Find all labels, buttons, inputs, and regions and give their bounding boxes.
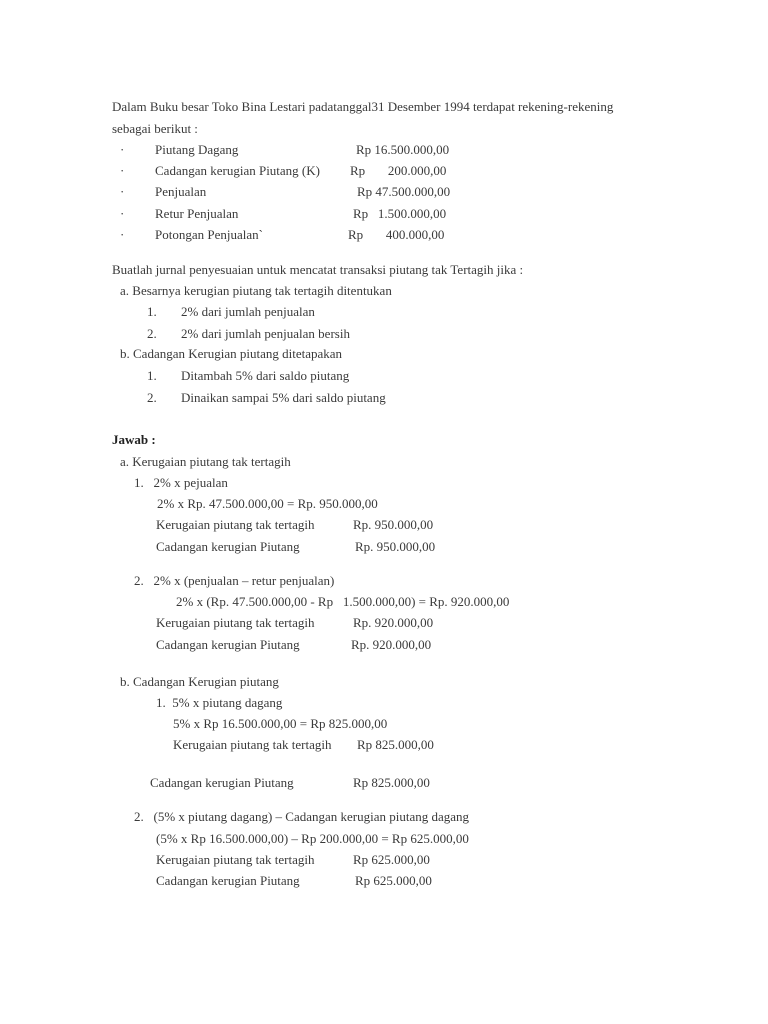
account-amount: Rp 400.000,00	[348, 227, 445, 242]
account-name: Penjualan	[155, 184, 207, 199]
answer-b2-title: 2. (5% x piutang dagang) – Cadangan kerugian piutang dagang	[134, 809, 470, 824]
answer-a-title: a. Kerugaian piutang tak tertagih	[120, 454, 291, 469]
account-name: Cadangan kerugian Piutang (K)	[155, 163, 320, 178]
task-a-title: a. Besarnya kerugian piutang tak tertagih ditentukan	[120, 283, 392, 298]
task-b-item-num: 1.	[147, 368, 157, 383]
answer-a1-credit-label: Cadangan kerugian Piutang	[156, 539, 300, 554]
answer-a1-credit-amount: Rp. 950.000,00	[355, 539, 436, 554]
answer-b2-credit-amount: Rp 625.000,00	[355, 873, 432, 888]
bullet: ·	[120, 184, 125, 199]
answer-b2-credit-label: Cadangan kerugian Piutang	[156, 873, 300, 888]
task-b-item-text: Ditambah 5% dari saldo piutang	[181, 368, 350, 383]
account-amount: Rp 47.500.000,00	[357, 184, 451, 199]
answer-a2-credit-amount: Rp. 920.000,00	[351, 637, 432, 652]
answer-b1-credit-amount: Rp 825.000,00	[353, 775, 430, 790]
answer-heading: Jawab :	[112, 432, 156, 447]
answer-b1-debit-amount: Rp 825.000,00	[357, 737, 434, 752]
task-b-item-num: 2.	[147, 390, 157, 405]
answer-a2-debit-amount: Rp. 920.000,00	[353, 615, 434, 630]
answer-a1-calc: 2% x Rp. 47.500.000,00 = Rp. 950.000,00	[157, 496, 378, 511]
answer-b2-calc: (5% x Rp 16.500.000,00) – Rp 200.000,00 = Rp 625.000,00	[156, 831, 469, 846]
answer-b1-debit-label: Kerugaian piutang tak tertagih	[173, 737, 332, 752]
answer-a1-title: 1. 2% x pejualan	[134, 475, 228, 490]
bullet: ·	[120, 227, 125, 242]
answer-b2-debit-label: Kerugaian piutang tak tertagih	[156, 852, 315, 867]
bullet: ·	[120, 163, 125, 178]
bullet: ·	[120, 206, 125, 221]
account-name: Retur Penjualan	[155, 206, 239, 221]
task-instruction: Buatlah jurnal penyesuaian untuk mencatat transaksi piutang tak Tertagih jika :	[112, 262, 524, 277]
answer-b1-calc: 5% x Rp 16.500.000,00 = Rp 825.000,00	[173, 716, 388, 731]
answer-a2-debit-label: Kerugaian piutang tak tertagih	[156, 615, 315, 630]
answer-b1-title: 1. 5% x piutang dagang	[156, 695, 283, 710]
task-b-item-text: Dinaikan sampai 5% dari saldo piutang	[181, 390, 386, 405]
answer-b1-credit-label: Cadangan kerugian Piutang	[150, 775, 294, 790]
answer-b2-debit-amount: Rp 625.000,00	[353, 852, 430, 867]
answer-a1-debit-amount: Rp. 950.000,00	[353, 517, 434, 532]
account-name: Potongan Penjualan`	[155, 227, 263, 242]
answer-a1-debit-label: Kerugaian piutang tak tertagih	[156, 517, 315, 532]
answer-b-title: b. Cadangan Kerugian piutang	[120, 674, 279, 689]
bullet: ·	[120, 142, 125, 157]
intro-line-1: Dalam Buku besar Toko Bina Lestari padatanggal31 Desember 1994 terdapat rekening-rekening	[112, 99, 614, 114]
account-name: Piutang Dagang	[155, 142, 239, 157]
task-a-item-num: 1.	[147, 304, 157, 319]
answer-a2-calc: 2% x (Rp. 47.500.000,00 - Rp 1.500.000,00) = Rp. 920.000,00	[176, 594, 510, 609]
account-amount: Rp 16.500.000,00	[356, 142, 450, 157]
task-a-item-text: 2% dari jumlah penjualan bersih	[181, 326, 350, 341]
intro-line-2: sebagai berikut :	[112, 121, 198, 136]
account-amount: Rp 200.000,00	[350, 163, 447, 178]
task-b-title: b. Cadangan Kerugian piutang ditetapakan	[120, 346, 343, 361]
answer-a2-credit-label: Cadangan kerugian Piutang	[156, 637, 300, 652]
task-a-item-num: 2.	[147, 326, 157, 341]
answer-a2-title: 2. 2% x (penjualan – retur penjualan)	[134, 573, 335, 588]
account-amount: Rp 1.500.000,00	[353, 206, 447, 221]
task-a-item-text: 2% dari jumlah penjualan	[181, 304, 315, 319]
